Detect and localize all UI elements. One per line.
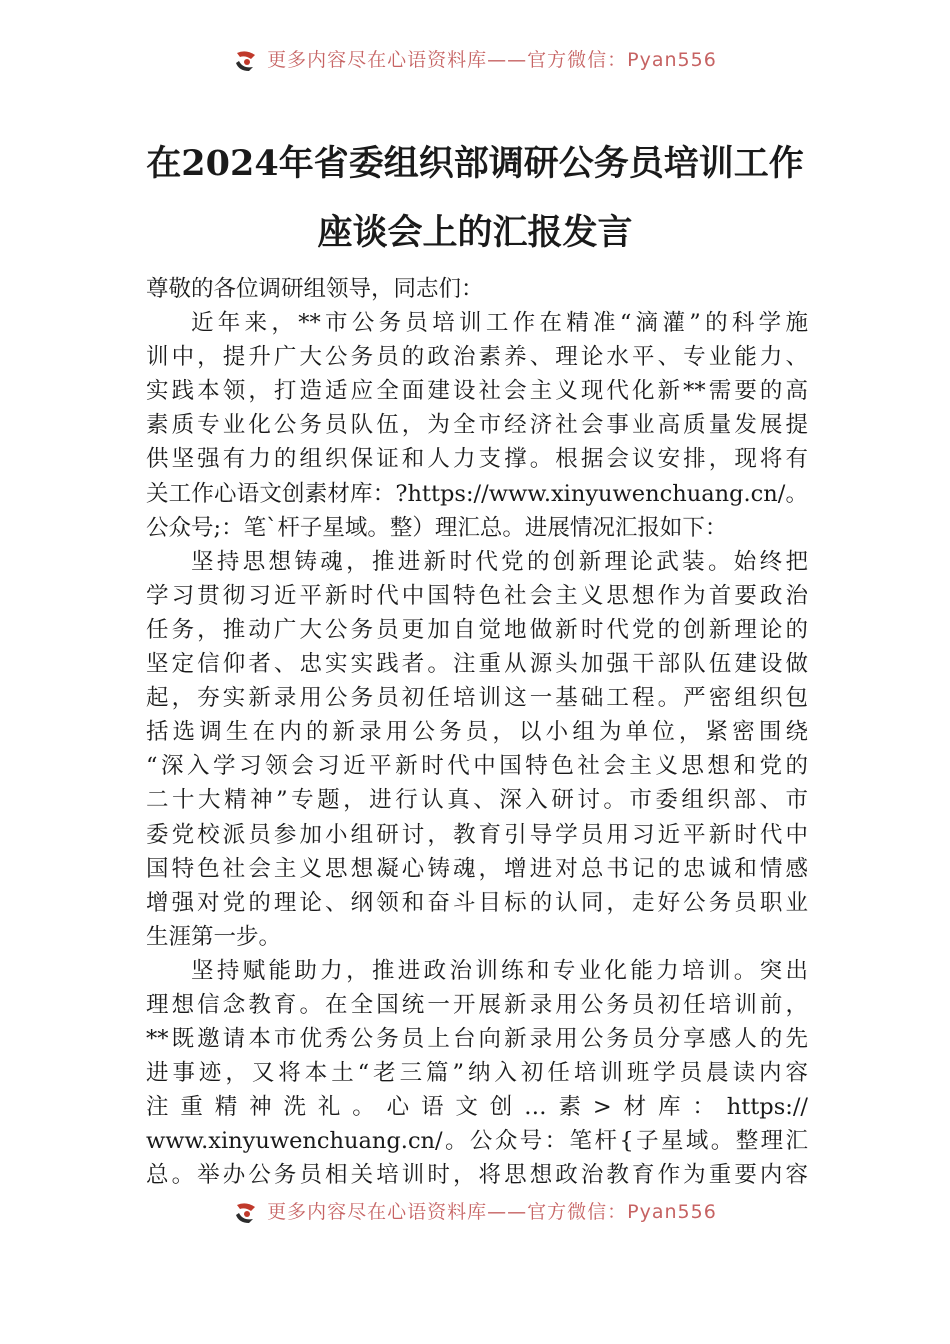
brand-logo-icon [233, 1200, 259, 1225]
body-text-line: www.xinyuwenchuang.cn/。公众号：笔杆{子星域。整理汇 [146, 1128, 808, 1155]
body-text-line: 实践本领，打造适应全面建设社会主义现代化新**需要的高 [146, 378, 808, 405]
body-text-line: 供坚强有力的组织保证和人力支撑。根据会议安排，现将有 [146, 446, 808, 473]
body-text-line: 近年来，**市公务员培训工作在精准“滴灌”的科学施 [191, 310, 808, 337]
body-text-line: 增强对党的理论、纲领和奋斗目标的认同，走好公务员职业 [146, 889, 808, 916]
body-text-line: 关工作心语文创素材库：?https://www.xinyuwenchuang.cn/。 [146, 480, 808, 507]
document-body [146, 272, 808, 1193]
body-text-line: “深入学习领会习近平新时代中国特色社会主义思想和党的 [146, 753, 808, 780]
body-text-line: 生涯第一步。 [146, 923, 282, 950]
header-watermark-banner [0, 48, 950, 88]
document-title-line-2: 座谈会上的汇报发言 [317, 212, 633, 253]
body-text-line: **既邀请本市优秀公务员上台向新录用公务员分享感人的先 [146, 1026, 808, 1053]
body-text-line: 总。举办公务员相关培训时，将思想政治教育作为重要内容 [146, 1162, 808, 1189]
body-text-line: 理想信念教育。在全国统一开展新录用公务员初任培训前， [146, 991, 808, 1018]
body-text-line: 注重精神洗礼。心语文创…素>材库：https:// [146, 1094, 808, 1121]
body-text-line: 坚定信仰者、忠实实践者。注重从源头加强干部队伍建设做 [146, 651, 808, 678]
body-text-line: 进事迹，又将本土“老三篇”纳入初任培训班学员晨读内容 [146, 1060, 808, 1087]
body-text-line: 素质专业化公务员队伍，为全市经济社会事业高质量发展提 [146, 412, 808, 439]
body-text-line: 括选调生在内的新录用公务员，以小组为单位，紧密围绕 [146, 719, 808, 746]
body-text-line: 二十大精神”专题，进行认真、深入研讨。市委组织部、市 [146, 787, 808, 814]
footer-watermark-banner [0, 1200, 950, 1240]
body-text-line: 学习贯彻习近平新时代中国特色社会主义思想作为首要政治 [146, 582, 808, 609]
body-text-line: 训中，提升广大公务员的政治素养、理论水平、专业能力、 [146, 344, 808, 371]
body-text-line: 国特色社会主义思想凝心铸魂，增进对总书记的忠诚和情感 [146, 855, 808, 882]
header-watermark-text: 更多内容尽在心语资料库——官方微信：Pyan556 [267, 48, 717, 71]
document-title-line-1: 在2024年省委组织部调研公务员培训工作 [146, 143, 804, 184]
body-text-line: 坚持赋能助力，推进政治训练和专业化能力培训。突出 [191, 957, 808, 984]
body-text-line: 坚持思想铸魂，推进新时代党的创新理论武装。始终把 [191, 548, 808, 575]
body-text-line: 委党校派员参加小组研讨，教育引导学员用习近平新时代中 [146, 821, 808, 848]
footer-watermark-text: 更多内容尽在心语资料库——官方微信：Pyan556 [267, 1200, 717, 1223]
body-text-line: 任务，推动广大公务员更加自觉地做新时代党的创新理论的 [146, 616, 808, 643]
brand-logo-icon [233, 48, 259, 73]
body-text-line: 起，夯实新录用公务员初任培训这一基础工程。严密组织包 [146, 685, 808, 712]
body-text-line: 尊敬的各位调研组领导，同志们： [146, 276, 484, 302]
body-text-line: 公众号;：笔`杆子星域。整）理汇总。进展情况汇报如下： [146, 514, 728, 541]
